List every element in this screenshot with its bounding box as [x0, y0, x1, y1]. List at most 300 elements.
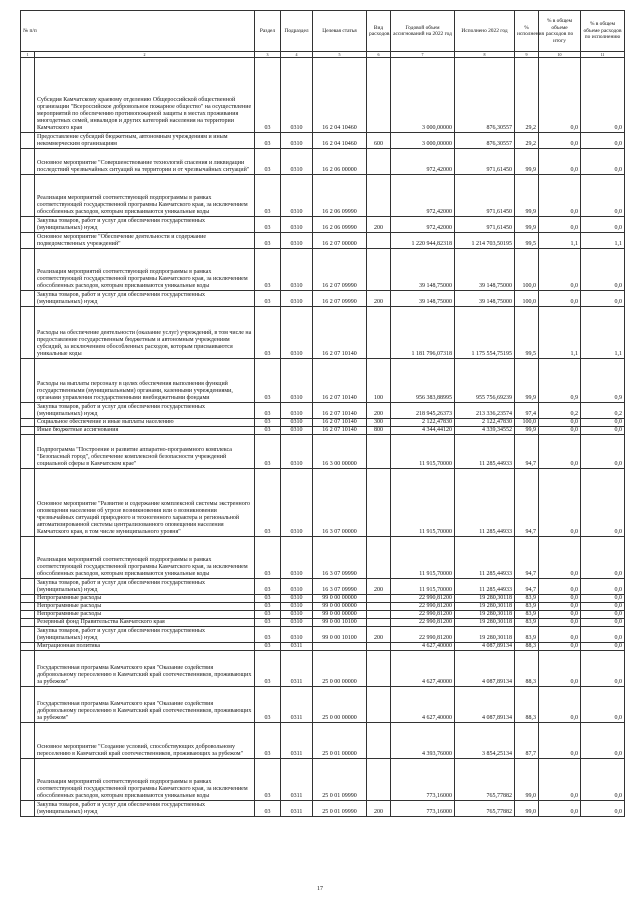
share-plan-cell: 0,2: [539, 403, 581, 419]
article-cell: 25 0 01 09990: [313, 759, 367, 801]
section-cell: 03: [255, 149, 281, 175]
subsection-cell: 0310: [281, 133, 313, 149]
row-number-cell: [21, 403, 35, 419]
percent-cell: 97,4: [515, 403, 539, 419]
header-col-number: № п/п: [21, 11, 255, 52]
share-fact-cell: 0,0: [581, 149, 625, 175]
section-cell: 03: [255, 233, 281, 249]
share-fact-cell: 0,0: [581, 249, 625, 291]
expense-type-cell: [367, 643, 391, 651]
plan-amount-cell: 11 915,70000: [391, 469, 455, 537]
fact-amount-cell: 11 285,44933: [455, 435, 515, 469]
share-plan-cell: 0,0: [539, 217, 581, 233]
header-col-share-plan: % в общем объеме расходов по итогу: [539, 11, 581, 52]
row-name-cell: Закупка товаров, работ и услуг для обеспечения государственных (муниципальных) нужд: [35, 217, 255, 233]
expense-type-cell: 800: [367, 427, 391, 435]
subsection-cell: 0310: [281, 603, 313, 611]
row-name-cell: Реализация мероприятий соответствующей подпрограммы в рамках соответствующей государственной программы Камчатского края, за исключением обособленных расходов, которым присваиваются уникальные коды: [35, 759, 255, 801]
article-cell: 16 3 07 00000: [313, 469, 367, 537]
table-row: [21, 149, 625, 175]
share-plan-cell: 0,0: [539, 595, 581, 603]
row-name-cell: Расходы на обеспечение деятельности (оказание услуг) учреждений, в том числе на предоставление государственным бюджетным и автономным учреждениям субсидий, за исключением обособленных расходов, которым присваиваются уникальные коды: [35, 307, 255, 359]
table-row: [21, 133, 625, 149]
index-cell: 8: [455, 52, 515, 58]
subsection-cell: 0310: [281, 291, 313, 307]
row-number-cell: [21, 651, 35, 687]
share-plan-cell: 0,0: [539, 249, 581, 291]
subsection-cell: 0310: [281, 469, 313, 537]
header-col-plan: Годовой объем ассигнований на 2022 год: [391, 11, 455, 52]
section-cell: 03: [255, 435, 281, 469]
share-fact-cell: 1,1: [581, 307, 625, 359]
table-row: [21, 58, 625, 133]
plan-amount-cell: 4 627,40000: [391, 643, 455, 651]
percent-cell: 94,7: [515, 579, 539, 595]
section-cell: 03: [255, 469, 281, 537]
row-name-cell: Закупка товаров, работ и услуг для обеспечения государственных (муниципальных) нужд: [35, 801, 255, 817]
table-row: [21, 469, 625, 537]
subsection-cell: 0310: [281, 579, 313, 595]
share-plan-cell: 0,0: [539, 759, 581, 801]
index-cell: 10: [539, 52, 581, 58]
header-col-subsection: Подраздел: [281, 11, 313, 52]
plan-amount-cell: 972,42000: [391, 175, 455, 217]
expense-type-cell: [367, 611, 391, 619]
subsection-cell: 0310: [281, 537, 313, 579]
fact-amount-cell: 11 285,44933: [455, 469, 515, 537]
row-number-cell: [21, 233, 35, 249]
subsection-cell: 0310: [281, 217, 313, 233]
article-cell: 99 0 00 00000: [313, 611, 367, 619]
index-cell: 11: [581, 52, 625, 58]
percent-cell: 99,0: [515, 801, 539, 817]
article-cell: 16 2 06 09990: [313, 217, 367, 233]
share-plan-cell: 0,0: [539, 579, 581, 595]
expense-type-cell: [367, 759, 391, 801]
row-number-cell: [21, 419, 35, 427]
expense-type-cell: [367, 723, 391, 759]
fact-amount-cell: 19 280,30118: [455, 603, 515, 611]
article-cell: 25 0 01 00000: [313, 723, 367, 759]
row-number-cell: [21, 603, 35, 611]
share-plan-cell: 0,9: [539, 359, 581, 403]
fact-amount-cell: 971,61450: [455, 217, 515, 233]
share-fact-cell: 0,9: [581, 359, 625, 403]
table-row: [21, 651, 625, 687]
section-cell: 03: [255, 291, 281, 307]
row-name-cell: Реализация мероприятий соответствующей подпрограммы в рамках соответствующей государственной программы Камчатского края, за исключением обособленных расходов, которым присваиваются уникальные коды: [35, 175, 255, 217]
fact-amount-cell: 4 087,89134: [455, 651, 515, 687]
fact-amount-cell: 1 175 554,75195: [455, 307, 515, 359]
expense-type-cell: [367, 469, 391, 537]
percent-cell: 83,9: [515, 619, 539, 627]
section-cell: 03: [255, 537, 281, 579]
row-name-cell: Закупка товаров, работ и услуг для обеспечения государственных (муниципальных) нужд: [35, 403, 255, 419]
expense-type-cell: 600: [367, 133, 391, 149]
subsection-cell: 0310: [281, 627, 313, 643]
table-row: [21, 643, 625, 651]
article-cell: 25 0 00 00000: [313, 687, 367, 723]
subsection-cell: 0311: [281, 643, 313, 651]
section-cell: 03: [255, 58, 281, 133]
share-fact-cell: 0,0: [581, 759, 625, 801]
article-cell: 99 0 00 10100: [313, 627, 367, 643]
index-cell: 5: [313, 52, 367, 58]
plan-amount-cell: 22 990,81200: [391, 595, 455, 603]
percent-cell: 94,7: [515, 469, 539, 537]
section-cell: 03: [255, 307, 281, 359]
row-name-cell: Непрограммные расходы: [35, 611, 255, 619]
index-cell: 9: [515, 52, 539, 58]
subsection-cell: 0311: [281, 687, 313, 723]
subsection-cell: 0310: [281, 359, 313, 403]
percent-cell: 83,9: [515, 603, 539, 611]
section-cell: 03: [255, 403, 281, 419]
budget-table-page: [20, 10, 624, 817]
share-plan-cell: 0,0: [539, 427, 581, 435]
share-fact-cell: 0,0: [581, 58, 625, 133]
expense-type-cell: 200: [367, 627, 391, 643]
article-cell: 25 0 00 00000: [313, 651, 367, 687]
table-row: [21, 217, 625, 233]
share-fact-cell: 0,0: [581, 619, 625, 627]
percent-cell: 100,0: [515, 419, 539, 427]
share-plan-cell: 0,0: [539, 133, 581, 149]
fact-amount-cell: 876,30557: [455, 58, 515, 133]
row-number-cell: [21, 249, 35, 291]
section-cell: 03: [255, 723, 281, 759]
plan-amount-cell: 22 990,81200: [391, 603, 455, 611]
expense-type-cell: 200: [367, 217, 391, 233]
share-plan-cell: 0,0: [539, 687, 581, 723]
row-name-cell: Основное мероприятие "Совершенствование технологий спасения и ликвидации последствий чрезвычайных ситуаций на территории и от чрезвычайных ситуаций": [35, 149, 255, 175]
row-name-cell: Основное мероприятие "Создание условий, способствующих добровольному переселению в Камчатский край соотечественников, проживающих за рубежом": [35, 723, 255, 759]
fact-amount-cell: 11 285,44933: [455, 579, 515, 595]
table-row: [21, 759, 625, 801]
expense-type-cell: [367, 175, 391, 217]
row-number-cell: [21, 619, 35, 627]
article-cell: 16 2 04 10460: [313, 58, 367, 133]
share-plan-cell: 0,0: [539, 651, 581, 687]
share-fact-cell: 0,0: [581, 627, 625, 643]
row-name-cell: Государственная программа Камчатского края "Оказание содействия добровольному переселению в Камчатский край соотечественников, проживающих за рубежом": [35, 687, 255, 723]
plan-amount-cell: 11 915,70000: [391, 435, 455, 469]
plan-amount-cell: 3 000,00000: [391, 133, 455, 149]
share-plan-cell: 0,0: [539, 149, 581, 175]
article-cell: 99 0 00 00000: [313, 603, 367, 611]
section-cell: 03: [255, 687, 281, 723]
fact-amount-cell: 213 336,23574: [455, 403, 515, 419]
subsection-cell: 0310: [281, 427, 313, 435]
row-name-cell: Непрограммные расходы: [35, 595, 255, 603]
article-cell: 16 3 07 09990: [313, 579, 367, 595]
header-col-article: Целевая статья: [313, 11, 367, 52]
header-col-share-fact: % в общем объеме расходов по исполнению: [581, 11, 625, 52]
row-number-cell: [21, 427, 35, 435]
table-row: [21, 307, 625, 359]
share-fact-cell: 0,0: [581, 133, 625, 149]
plan-amount-cell: 956 383,88995: [391, 359, 455, 403]
table-row: [21, 359, 625, 403]
percent-cell: 99,9: [515, 427, 539, 435]
table-row: [21, 687, 625, 723]
row-number-cell: [21, 175, 35, 217]
article-cell: 16 2 04 10460: [313, 133, 367, 149]
row-number-cell: [21, 723, 35, 759]
percent-cell: 83,9: [515, 611, 539, 619]
fact-amount-cell: 4 339,34552: [455, 427, 515, 435]
fact-amount-cell: 765,77882: [455, 759, 515, 801]
row-number-cell: [21, 537, 35, 579]
plan-amount-cell: 773,16000: [391, 801, 455, 817]
share-fact-cell: 0,0: [581, 687, 625, 723]
section-cell: 03: [255, 643, 281, 651]
fact-amount-cell: 2 122,47830: [455, 419, 515, 427]
article-cell: 99 0 00 00000: [313, 595, 367, 603]
percent-cell: 99,0: [515, 759, 539, 801]
table-row: [21, 419, 625, 427]
article-cell: 16 3 07 09990: [313, 537, 367, 579]
expense-type-cell: [367, 307, 391, 359]
article-cell: 16 2 07 00000: [313, 233, 367, 249]
article-cell: 16 2 07 10140: [313, 307, 367, 359]
section-cell: 03: [255, 427, 281, 435]
percent-cell: 87,7: [515, 723, 539, 759]
article-cell: 16 2 06 09990: [313, 175, 367, 217]
plan-amount-cell: 3 000,00000: [391, 58, 455, 133]
expense-type-cell: [367, 149, 391, 175]
row-number-cell: [21, 687, 35, 723]
share-plan-cell: 0,0: [539, 175, 581, 217]
percent-cell: 88,3: [515, 687, 539, 723]
percent-cell: 29,2: [515, 58, 539, 133]
share-fact-cell: 0,0: [581, 643, 625, 651]
plan-amount-cell: 2 122,47830: [391, 419, 455, 427]
share-plan-cell: 0,0: [539, 723, 581, 759]
subsection-cell: 0310: [281, 249, 313, 291]
article-cell: 16 2 07 10140: [313, 403, 367, 419]
table-row: [21, 233, 625, 249]
expense-type-cell: [367, 58, 391, 133]
row-number-cell: [21, 627, 35, 643]
table-row: [21, 579, 625, 595]
index-cell: 1: [21, 52, 35, 58]
row-name-cell: Закупка товаров, работ и услуг для обеспечения государственных (муниципальных) нужд: [35, 579, 255, 595]
expense-type-cell: [367, 595, 391, 603]
row-name-cell: Закупка товаров, работ и услуг для обеспечения государственных (муниципальных) нужд: [35, 291, 255, 307]
expense-type-cell: [367, 537, 391, 579]
row-number-cell: [21, 133, 35, 149]
expense-type-cell: [367, 687, 391, 723]
expense-type-cell: [367, 249, 391, 291]
budget-table: [20, 10, 625, 817]
percent-cell: 99,9: [515, 149, 539, 175]
percent-cell: 99,9: [515, 217, 539, 233]
plan-amount-cell: 22 990,81200: [391, 611, 455, 619]
row-name-cell: Расходы на выплаты персоналу в целях обеспечения выполнения функций государственными (муниципальными) органами, казенными учреждениями, органами управления государственными внебюджетными фондами: [35, 359, 255, 403]
article-cell: 16 2 07 09990: [313, 249, 367, 291]
table-row: [21, 427, 625, 435]
share-fact-cell: 0,0: [581, 651, 625, 687]
plan-amount-cell: 4 344,44120: [391, 427, 455, 435]
article-cell: 16 2 07 10140: [313, 419, 367, 427]
share-fact-cell: 0,0: [581, 469, 625, 537]
table-row: [21, 619, 625, 627]
table-body: [21, 58, 625, 817]
fact-amount-cell: 765,77882: [455, 801, 515, 817]
expense-type-cell: [367, 651, 391, 687]
table-row: [21, 291, 625, 307]
expense-type-cell: 200: [367, 291, 391, 307]
row-number-cell: [21, 643, 35, 651]
fact-amount-cell: 955 756,69239: [455, 359, 515, 403]
index-cell: 4: [281, 52, 313, 58]
share-fact-cell: 0,0: [581, 217, 625, 233]
article-cell: 16 2 07 10140: [313, 427, 367, 435]
percent-cell: 94,7: [515, 537, 539, 579]
section-cell: 03: [255, 759, 281, 801]
expense-type-cell: 100: [367, 359, 391, 403]
fact-amount-cell: 39 148,75000: [455, 291, 515, 307]
percent-cell: 29,2: [515, 133, 539, 149]
percent-cell: 83,9: [515, 627, 539, 643]
article-cell: 16 2 07 09990: [313, 291, 367, 307]
percent-cell: 99,9: [515, 175, 539, 217]
row-number-cell: [21, 435, 35, 469]
plan-amount-cell: 773,16000: [391, 759, 455, 801]
row-name-cell: Предоставление субсидий бюджетным, автономным учреждениям и иным некоммерческим организациям: [35, 133, 255, 149]
subsection-cell: 0310: [281, 233, 313, 249]
plan-amount-cell: 4 393,76000: [391, 723, 455, 759]
expense-type-cell: [367, 603, 391, 611]
share-fact-cell: 0,0: [581, 537, 625, 579]
subsection-cell: 0310: [281, 403, 313, 419]
fact-amount-cell: 3 854,25134: [455, 723, 515, 759]
share-fact-cell: 0,0: [581, 603, 625, 611]
section-cell: 03: [255, 217, 281, 233]
share-plan-cell: 0,0: [539, 801, 581, 817]
article-cell: 16 2 07 10140: [313, 359, 367, 403]
section-cell: 03: [255, 595, 281, 603]
percent-cell: 83,9: [515, 595, 539, 603]
expense-type-cell: 200: [367, 801, 391, 817]
percent-cell: 100,0: [515, 291, 539, 307]
row-name-cell: Государственная программа Камчатского края "Оказание содействия добровольному переселению в Камчатский край соотечественников, проживающих за рубежом": [35, 651, 255, 687]
share-plan-cell: 1,1: [539, 233, 581, 249]
plan-amount-cell: 972,42000: [391, 149, 455, 175]
row-number-cell: [21, 359, 35, 403]
section-cell: 03: [255, 801, 281, 817]
subsection-cell: 0310: [281, 419, 313, 427]
table-row: [21, 403, 625, 419]
fact-amount-cell: 1 214 703,50195: [455, 233, 515, 249]
fact-amount-cell: 19 280,30118: [455, 595, 515, 603]
share-plan-cell: 0,0: [539, 291, 581, 307]
share-fact-cell: 0,0: [581, 595, 625, 603]
row-number-cell: [21, 759, 35, 801]
fact-amount-cell: 4 087,89134: [455, 687, 515, 723]
share-plan-cell: 0,0: [539, 469, 581, 537]
plan-amount-cell: 11 915,70000: [391, 579, 455, 595]
table-row: [21, 595, 625, 603]
share-plan-cell: 0,0: [539, 58, 581, 133]
row-number-cell: [21, 801, 35, 817]
section-cell: 03: [255, 133, 281, 149]
subsection-cell: 0310: [281, 149, 313, 175]
share-plan-cell: 0,0: [539, 643, 581, 651]
plan-amount-cell: 22 990,81200: [391, 627, 455, 643]
subsection-cell: 0310: [281, 611, 313, 619]
share-fact-cell: 0,0: [581, 801, 625, 817]
section-cell: 03: [255, 611, 281, 619]
article-cell: 25 0 01 09990: [313, 801, 367, 817]
expense-type-cell: 200: [367, 579, 391, 595]
share-plan-cell: 0,0: [539, 627, 581, 643]
fact-amount-cell: 971,61450: [455, 149, 515, 175]
subsection-cell: 0311: [281, 723, 313, 759]
subsection-cell: 0310: [281, 619, 313, 627]
expense-type-cell: [367, 619, 391, 627]
row-name-cell: Основное мероприятие "Развитие и содержание комплексной системы экстренного оповещения населения об угрозе возникновения или о возникновении чрезвычайных ситуаций природного и техногенного характера и региональной автоматизированной системы централизованного оповещения населения Камчатского края, в том числе муниципального уровня": [35, 469, 255, 537]
subsection-cell: 0310: [281, 595, 313, 603]
share-fact-cell: 0,0: [581, 175, 625, 217]
row-number-cell: [21, 469, 35, 537]
expense-type-cell: [367, 233, 391, 249]
row-name-cell: Реализация мероприятий соответствующей подпрограммы в рамках соответствующей государственной программы Камчатского края, за исключением обособленных расходов, которым присваиваются уникальные коды: [35, 249, 255, 291]
share-fact-cell: 0,0: [581, 435, 625, 469]
percent-cell: 88,3: [515, 651, 539, 687]
fact-amount-cell: 19 280,30118: [455, 611, 515, 619]
table-row: [21, 537, 625, 579]
row-name-cell: Подпрограмма "Построение и развитие аппаратно-программного комплекса "Безопасный город", обеспечение комплексной безопасности учреждений социальной сферы в Камчатском крае": [35, 435, 255, 469]
share-plan-cell: 0,0: [539, 419, 581, 427]
subsection-cell: 0310: [281, 175, 313, 217]
table-row: [21, 435, 625, 469]
row-name-cell: Основное мероприятие "Обеспечение деятельности и содержание подведомственных учреждений": [35, 233, 255, 249]
table-row: [21, 723, 625, 759]
article-cell: 16 2 06 00000: [313, 149, 367, 175]
percent-cell: 100,0: [515, 249, 539, 291]
section-cell: 03: [255, 603, 281, 611]
table-row: [21, 611, 625, 619]
share-fact-cell: 1,1: [581, 233, 625, 249]
subsection-cell: 0310: [281, 435, 313, 469]
row-number-cell: [21, 149, 35, 175]
plan-amount-cell: 1 181 796,07318: [391, 307, 455, 359]
row-number-cell: [21, 595, 35, 603]
plan-amount-cell: 218 945,26373: [391, 403, 455, 419]
plan-amount-cell: 4 627,40000: [391, 651, 455, 687]
plan-amount-cell: 39 148,75000: [391, 249, 455, 291]
section-cell: 03: [255, 175, 281, 217]
section-cell: 03: [255, 651, 281, 687]
percent-cell: 99,5: [515, 307, 539, 359]
header-col-section: Раздел: [255, 11, 281, 52]
subsection-cell: 0311: [281, 759, 313, 801]
row-number-cell: [21, 611, 35, 619]
row-number-cell: [21, 291, 35, 307]
header-col-fact: Исполнено 2022 год: [455, 11, 515, 52]
share-plan-cell: 0,0: [539, 611, 581, 619]
row-number-cell: [21, 58, 35, 133]
article-cell: [313, 643, 367, 651]
row-name-cell: Миграционная политика: [35, 643, 255, 651]
row-name-cell: Социальное обеспечение и иные выплаты населению: [35, 419, 255, 427]
table-header-row: [21, 11, 625, 52]
share-plan-cell: 1,1: [539, 307, 581, 359]
expense-type-cell: [367, 435, 391, 469]
index-cell: 2: [35, 52, 255, 58]
